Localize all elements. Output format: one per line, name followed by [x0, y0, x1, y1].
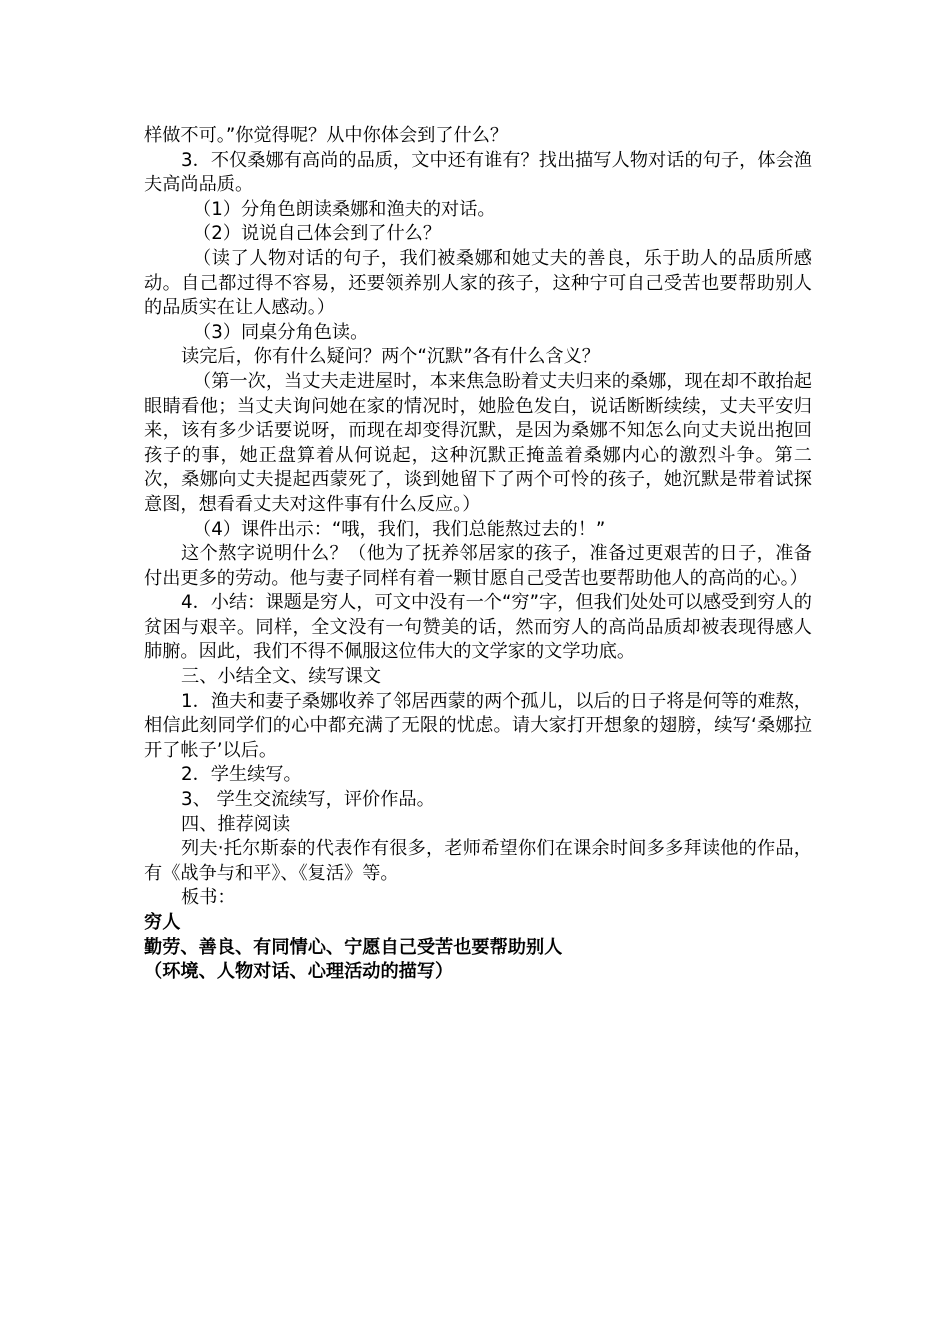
paragraph-recommend-reading: 列夫·托尔斯泰的代表作有很多，老师希望你们在课余时间多多拜读他的作品，有《战争与和平》、《复活》等。 [144, 838, 812, 884]
paragraph-continue-writing-3: 3、 学生交流续写，评价作品。 [181, 789, 435, 811]
paragraph-continue-writing-2: 2．学生续写。 [181, 764, 302, 786]
paragraph-continuation: 样做不可。”你觉得呢？从中你体会到了什么？ [144, 125, 509, 146]
paragraph-answer-1: （读了人物对话的句子，我们被桑娜和她丈夫的善良，乐于助人的品质所感动。自己都过得不容易，还要领养别人家的孩子，这种宁可自己受苦也要帮助别人的品质实在让人感动。） [144, 247, 812, 319]
paragraph-question-3: 3．不仅桑娜有高尚的品质，文中还有谁有？找出描写人物对话的句子，体会渔夫高尚品质。 [144, 149, 812, 196]
section-heading-4: 四、推荐阅读 [181, 813, 291, 835]
paragraph-step-3: （3）同桌分角色读。 [193, 321, 369, 343]
paragraph-summary-4: 4．小结：课题是穷人，可文中没有一个“穷”字，但我们处处可以感受到穷人的贫困与艰辛。同样，全文没有一句赞美的话，然而穷人的高尚品质却被表现得感人肺腑。因此，我们不得不佩服这位伟大的文学家的文学功底。 [144, 592, 812, 663]
paragraph-step-2: （2）说说自己体会到了什么？ [193, 223, 442, 245]
blackboard-qualities: 勤劳、善良、有同情心、宁愿自己受苦也要帮助别人 [144, 936, 563, 958]
paragraph-question-ao: 这个熬字说明什么？（他为了抚养邻居家的孩子，准备过更艰苦的日子，准备付出更多的劳动。他与妻子同样有着一颗甘愿自己受苦也要帮助他人的高尚的心。） [144, 543, 812, 589]
paragraph-answer-silence: （第一次，当丈夫走进屋时，本来焦急盼着丈夫归来的桑娜，现在却不敢抬起眼睛看他；当丈夫询问她在家的情况时，她脸色发白，说话断断续续，丈夫平安归来，该有多少话要说呀，而现在却变得沉默，是因为桑娜不知怎么向丈夫说出抱回孩子的事，她正盘算着从何说起，这种沉默正掩盖着桑娜内心的激烈斗争。第二次，桑娜向丈夫提起西蒙死了，谈到她留下了两个可怜的孩子，她沉默是带着试探意图，想看看丈夫对这件事有什么反应。） [144, 370, 812, 515]
paragraph-step-1: （1）分角色朗读桑娜和渔夫的对话。 [193, 198, 496, 220]
paragraph-continue-writing-1: 1．渔夫和妻子桑娜收养了邻居西蒙的两个孤儿，以后的日子将是何等的难熬，相信此刻同学们的心中都充满了无限的忧虑。请大家打开想象的翅膀，续写‘桑娜拉开了帐子’以后。 [144, 690, 812, 761]
section-heading-3: 三、小结全文、续写课文 [181, 666, 382, 688]
blackboard-title: 穷人 [144, 912, 181, 933]
blackboard-techniques: （环境、人物对话、心理活动的描写） [144, 961, 454, 983]
document-body [144, 124, 812, 985]
paragraph-step-4: （4）课件出示：“哦，我们，我们总能熬过去的！” [193, 518, 606, 540]
paragraph-question-silence: 读完后，你有什么疑问？两个“沉默”各有什么含义？ [181, 346, 600, 368]
blackboard-label: 板书： [181, 887, 236, 909]
